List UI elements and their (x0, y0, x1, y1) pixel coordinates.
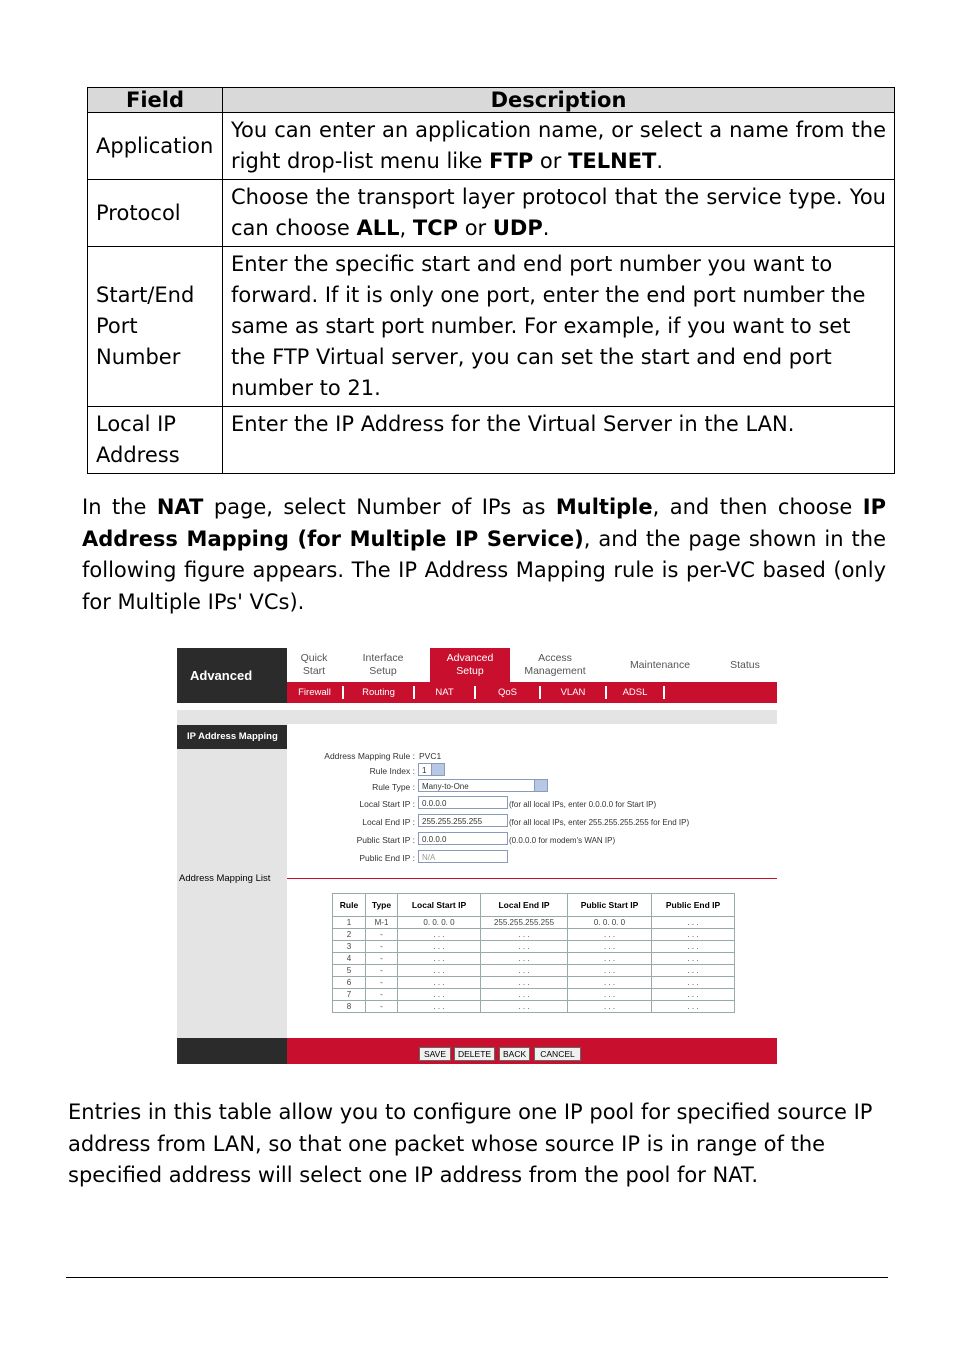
field-cell: Application (88, 113, 223, 180)
tab-status[interactable]: Status (730, 659, 760, 671)
back-button[interactable]: BACK (499, 1047, 530, 1061)
address-mapping-table (332, 893, 735, 1013)
table-cell: - (366, 977, 398, 989)
router-screenshot (177, 648, 777, 1064)
local-end-ip-label: Local End IP : (362, 817, 415, 827)
table-cell: . . . (652, 977, 735, 989)
para-text: page, select Number of IPs as (203, 495, 556, 519)
table-cell: . . . (652, 941, 735, 953)
local-end-ip-hint: (for all local IPs, enter 255.255.255.255 for End IP) (509, 818, 690, 827)
table-cell: . . . (481, 965, 568, 977)
table-cell: 3 (333, 941, 366, 953)
desc-bold: FTP (489, 149, 534, 173)
main-tabs (287, 648, 777, 682)
header-description: Description (223, 88, 895, 113)
desc-bold: TELNET (568, 149, 657, 173)
col-local-end-ip: Local End IP (481, 894, 568, 917)
table-row (88, 113, 895, 180)
desc-text: Choose the transport layer protocol that the service type. You can choose (231, 185, 886, 240)
table-cell: - (366, 965, 398, 977)
footer-bar (287, 1038, 777, 1064)
table-cell: . . . (398, 953, 481, 965)
table-cell: . . . (481, 977, 568, 989)
description-cell (223, 180, 895, 247)
chevron-down-icon (534, 780, 547, 791)
ip-pool-paragraph: Entries in this table allow you to configure one IP pool for specified source IP address from LAN, so that one packet whose source IP is in range of the specified address will select one IP address from the pool for NAT. (68, 1100, 873, 1187)
para-bold: IP Address Mapping (for Multiple IP Service) (82, 495, 886, 551)
table-row (88, 407, 895, 474)
col-public-start-ip: Public Start IP (568, 894, 652, 917)
field-cell: Protocol (88, 180, 223, 247)
table-cell: . . . (568, 965, 652, 977)
table-cell: . . . (398, 941, 481, 953)
map-body (333, 917, 735, 1013)
table-cell: . . . (398, 1001, 481, 1013)
divider (287, 878, 777, 879)
table-cell: 4 (333, 953, 366, 965)
table-cell: . . . (652, 965, 735, 977)
field-cell: Start/End Port Number (88, 247, 223, 407)
table-row (333, 953, 735, 965)
sub-tabs (287, 682, 777, 703)
para-text: In the (82, 495, 157, 519)
table-cell: M-1 (366, 917, 398, 929)
tab-maintenance[interactable]: Maintenance (629, 659, 691, 671)
para-bold: NAT (156, 495, 204, 519)
save-button[interactable]: SAVE (419, 1047, 451, 1061)
rule-type-select[interactable]: Many-to-One (418, 779, 548, 792)
col-rule: Rule (333, 894, 366, 917)
local-start-ip-label: Local Start IP : (359, 799, 415, 809)
table-cell: . . . (481, 1001, 568, 1013)
table-row (88, 180, 895, 247)
local-end-ip-input[interactable]: 255.255.255.255 (418, 814, 508, 827)
table-cell: 5 (333, 965, 366, 977)
subtab-firewall[interactable]: Firewall (287, 686, 344, 699)
tab-advanced-setup[interactable]: Advanced Setup (430, 648, 510, 682)
desc-bold: ALL (356, 216, 400, 240)
desc-text: , (399, 216, 413, 240)
map-header-row (333, 894, 735, 917)
tab-access-management[interactable]: Access Management (524, 652, 586, 677)
subtab-nat[interactable]: NAT (415, 686, 476, 699)
col-local-start-ip: Local Start IP (398, 894, 481, 917)
table-row (333, 965, 735, 977)
local-start-ip-input[interactable]: 0.0.0.0 (418, 796, 508, 809)
footer-left (177, 1038, 287, 1064)
subtab-vlan[interactable]: VLAN (541, 686, 607, 699)
table-cell: . . . (568, 989, 652, 1001)
footer-rule (66, 1277, 888, 1278)
table-row (88, 247, 895, 407)
rule-type-label: Rule Type : (372, 782, 415, 792)
section-title: IP Address Mapping (177, 725, 287, 749)
delete-button[interactable]: DELETE (454, 1047, 495, 1061)
table-cell: . . . (568, 941, 652, 953)
table-row (333, 977, 735, 989)
subtab-qos[interactable]: QoS (476, 686, 541, 699)
desc-text: . (656, 149, 664, 173)
table-cell: 7 (333, 989, 366, 1001)
table-row (333, 941, 735, 953)
header-field: Field (88, 88, 223, 113)
description-cell: Enter the specific start and end port number you want to forward. If it is only one port, enter the end port number the same as start port number. For example, if you want to set the FTP Virtual server, you can set the start and end port number to 21. (223, 247, 895, 407)
rule-index-select[interactable]: 1 (418, 763, 445, 776)
tab-interface-setup[interactable]: Interface Setup (362, 652, 404, 677)
cancel-button[interactable]: CANCEL (534, 1047, 581, 1061)
tab-quick-start[interactable]: Quick Start (300, 652, 328, 677)
subtab-routing[interactable]: Routing (344, 686, 415, 699)
table-cell: . . . (481, 953, 568, 965)
table-cell: . . . (652, 1001, 735, 1013)
description-cell (223, 113, 895, 180)
table-cell: . . . (398, 989, 481, 1001)
desc-bold: TCP (412, 216, 459, 240)
public-end-ip-label: Public End IP : (359, 853, 415, 863)
table-cell: . . . (652, 917, 735, 929)
nat-paragraph (82, 492, 886, 618)
table-cell: . . . (568, 929, 652, 941)
rule-label: Address Mapping Rule : (324, 751, 415, 761)
para-text: , and then choose (652, 495, 863, 519)
table-cell: . . . (398, 929, 481, 941)
desc-text: You can enter an application name, or select a name from the right drop-list menu like (231, 118, 886, 173)
table-cell: . . . (481, 941, 568, 953)
col-public-end-ip: Public End IP (652, 894, 735, 917)
para-bold: Multiple (555, 495, 653, 519)
table-row (333, 989, 735, 1001)
desc-text: . (542, 216, 550, 240)
rule-value: PVC1 (419, 751, 442, 761)
table-cell: 6 (333, 977, 366, 989)
table-cell: . . . (398, 977, 481, 989)
col-type: Type (366, 894, 398, 917)
description-cell: Enter the IP Address for the Virtual Server in the LAN. (223, 407, 895, 474)
table-cell: 8 (333, 1001, 366, 1013)
table-cell: . . . (481, 929, 568, 941)
local-start-ip-hint: (for all local IPs, enter 0.0.0.0 for Start IP) (509, 800, 657, 809)
desc-text: or (458, 216, 493, 240)
table-cell: - (366, 941, 398, 953)
desc-bold: UDP (492, 216, 543, 240)
table-cell: 2 (333, 929, 366, 941)
para-text: , and the page shown in the following figure appears. The IP Address Mapping rule is per-VC based (only for Multiple IPs' VCs). (82, 526, 886, 614)
table-header-row (88, 88, 895, 113)
field-cell: Local IP Address (88, 407, 223, 474)
public-start-ip-input[interactable]: 0.0.0.0 (418, 832, 508, 845)
brand-label: Advanced (177, 648, 287, 703)
table-cell: . . . (568, 953, 652, 965)
table-cell: . . . (652, 989, 735, 1001)
field-description-table (87, 87, 895, 474)
table-cell: 0. 0. 0. 0 (568, 917, 652, 929)
table-cell: - (366, 989, 398, 1001)
rule-index-label: Rule Index : (369, 766, 415, 776)
address-mapping-list-label: Address Mapping List (179, 873, 271, 884)
public-end-ip-input[interactable]: N/A (418, 850, 508, 863)
table-cell: - (366, 1001, 398, 1013)
table-row (333, 917, 735, 929)
subtab-adsl[interactable]: ADSL (607, 686, 665, 699)
table-cell: 255.255.255.255 (481, 917, 568, 929)
table-cell: . . . (652, 929, 735, 941)
chevron-down-icon (431, 764, 444, 775)
table-cell: . . . (481, 989, 568, 1001)
table-cell: 0. 0. 0. 0 (398, 917, 481, 929)
table-cell: . . . (568, 1001, 652, 1013)
spacer-bar (177, 710, 777, 724)
table-cell: . . . (652, 953, 735, 965)
desc-text: or (533, 149, 569, 173)
table-row (333, 1001, 735, 1013)
table-cell: . . . (568, 977, 652, 989)
table-cell: - (366, 953, 398, 965)
public-start-ip-label: Public Start IP : (356, 835, 415, 845)
public-start-ip-hint: (0.0.0.0 for modem's WAN IP) (509, 836, 616, 845)
table-row (333, 929, 735, 941)
table-cell: - (366, 929, 398, 941)
table-cell: . . . (398, 965, 481, 977)
table-cell: 1 (333, 917, 366, 929)
